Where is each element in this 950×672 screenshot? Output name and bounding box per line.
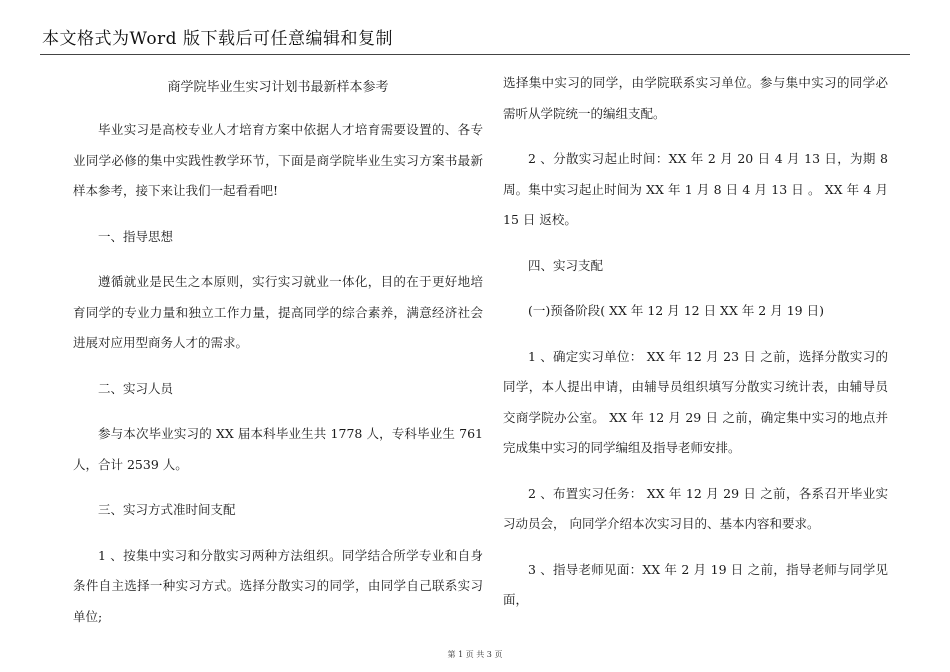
header-divider: [40, 54, 910, 55]
arrangement-paragraph-2: 2 、布置实习任务： XX 年 12 月 29 日 之前，各系召开毕业实习动员会， 向同学介绍本次实习目的、基本内容和要求。: [503, 485, 888, 531]
left-column: [73, 70, 483, 632]
right-column: [503, 68, 888, 616]
arrangement-paragraph-3: 3 、指导老师见面：XX 年 2 月 19 日 之前，指导老师与同学见面，: [503, 561, 888, 607]
guiding-ideology-paragraph: 遵循就业是民生之本原则，实行实习就业一体化，目的在于更好地培育同学的专业力量和独立工作力量，提高同学的综合素养，满意经济社会进展对应用型商务人才的需求。: [73, 274, 483, 350]
intern-personnel-paragraph: 参与本次毕业实习的 XX 届本科毕业生共 1778 人，专科毕业生 761 人，合计 2539 人。: [73, 426, 483, 472]
method-paragraph-1-continued: 选择集中实习的同学，由学院联系实习单位。参与集中实习的同学必需听从学院统一的编组支配。: [503, 75, 888, 121]
section-heading-intern-personnel: 二、实习人员: [98, 380, 174, 396]
document-header: 本文格式为Word 版下载后可任意编辑和复制: [42, 29, 393, 49]
arrangement-paragraph-1: 1 、确定实习单位： XX 年 12 月 23 日 之前，选择分散实习的同学，本人提出申请，由辅导员组织填写分散实习统计表，由辅导员交商学院办公室。 XX 年 12 月 29 日 之前，确定集中实习的地点并完成集中实习的同学编组及指导老师安排。: [503, 348, 888, 455]
document-title: 商学院毕业生实习计划书最新样本参考: [167, 80, 389, 95]
subsection-preparation-stage: (一)预备阶段( XX 年 12 月 12 日 XX 年 2 月 19 日): [528, 303, 824, 318]
method-paragraph-1: 1 、按集中实习和分散实习两种方法组织。同学结合所学专业和自身条件自主选择一种实习方式。选择分散实习的同学，由同学自己联系实习单位;: [73, 547, 483, 624]
section-heading-method-schedule: 三、实习方式准时间支配: [98, 502, 236, 517]
method-paragraph-2: 2 、分散实习起止时间：XX 年 2 月 20 日 4 月 13 日，为期 8 周。集中实习起止时间为 XX 年 1 月 8 日 4 月 13 日 。 XX 年 4 月 15 日 返校。: [503, 151, 888, 227]
page-number: 第 1 页 共 3 页: [447, 650, 503, 659]
section-heading-arrangement: 四、实习支配: [528, 257, 604, 273]
intro-paragraph: 毕业实习是高校专业人才培育方案中依据人才培育需要设置的、各专业同学必修的集中实践性教学环节，下面是商学院毕业生实习方案书最新样本参考，接下来让我们一起看看吧!: [73, 122, 483, 198]
section-heading-guiding-ideology: 一、指导思想: [98, 228, 174, 244]
